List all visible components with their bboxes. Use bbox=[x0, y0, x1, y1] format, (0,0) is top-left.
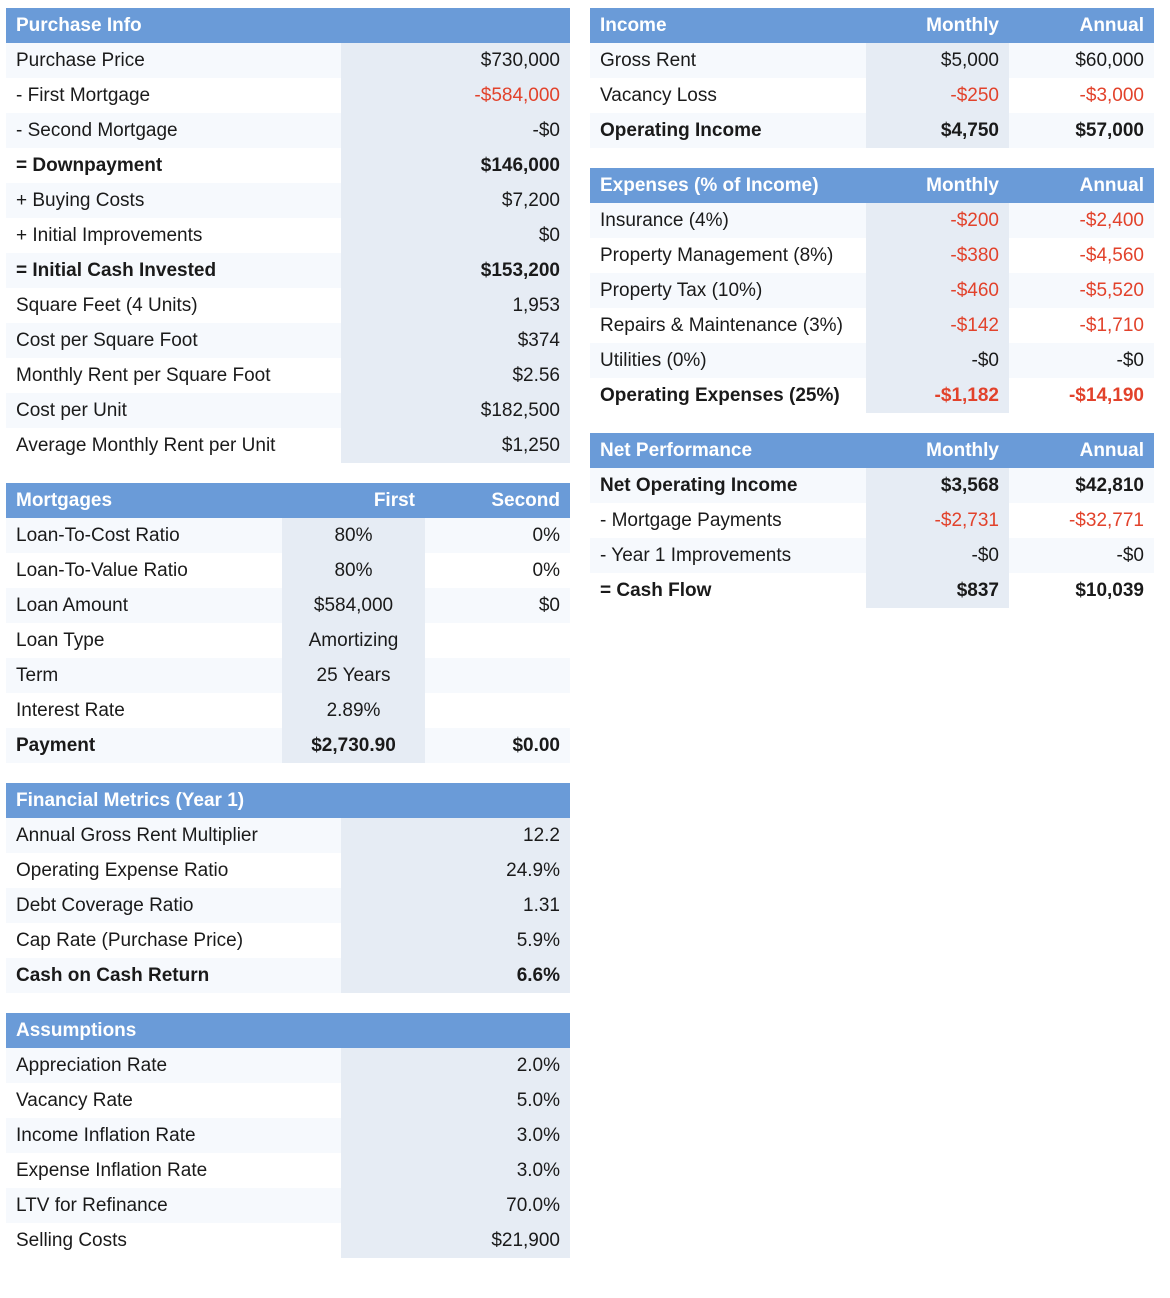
row-label: Debt Coverage Ratio bbox=[6, 888, 341, 923]
table-row bbox=[6, 183, 570, 218]
monthly-value: $837 bbox=[866, 573, 1009, 608]
row-label: LTV for Refinance bbox=[6, 1188, 341, 1223]
monthly-value: $3,568 bbox=[866, 468, 1009, 503]
table-row bbox=[6, 1083, 570, 1118]
monthly-value: -$460 bbox=[866, 273, 1009, 308]
row-label: - Year 1 Improvements bbox=[590, 538, 866, 573]
financial-metrics-table bbox=[6, 783, 570, 993]
row-value: 1,953 bbox=[341, 288, 570, 323]
annual-value: -$32,771 bbox=[1009, 503, 1154, 538]
table-row bbox=[6, 393, 570, 428]
row-value: $2.56 bbox=[341, 358, 570, 393]
second-value bbox=[425, 658, 570, 693]
row-value: $153,200 bbox=[341, 253, 570, 288]
row-value: 24.9% bbox=[341, 853, 570, 888]
second-value: 0% bbox=[425, 553, 570, 588]
table-row bbox=[6, 428, 570, 463]
monthly-value: -$2,731 bbox=[866, 503, 1009, 538]
table-row bbox=[590, 468, 1154, 503]
column-header-annual: Annual bbox=[1079, 439, 1144, 461]
column-header-annual: Annual bbox=[1079, 14, 1144, 36]
income-header bbox=[590, 8, 1154, 43]
row-value: -$584,000 bbox=[341, 78, 570, 113]
row-value: 2.0% bbox=[341, 1048, 570, 1083]
row-value: 12.2 bbox=[341, 818, 570, 853]
row-value: 5.0% bbox=[341, 1083, 570, 1118]
table-row bbox=[6, 1153, 570, 1188]
table-row bbox=[6, 818, 570, 853]
table-row bbox=[6, 253, 570, 288]
table-row bbox=[6, 113, 570, 148]
mortgages-table bbox=[6, 483, 570, 763]
table-row bbox=[6, 553, 570, 588]
table-row bbox=[590, 538, 1154, 573]
monthly-value: -$0 bbox=[866, 343, 1009, 378]
row-label: Cost per Unit bbox=[6, 393, 341, 428]
row-label: - First Mortgage bbox=[6, 78, 341, 113]
mortgages-header bbox=[6, 483, 570, 518]
first-value: 25 Years bbox=[282, 658, 425, 693]
table-row bbox=[6, 1188, 570, 1223]
annual-value: $57,000 bbox=[1009, 113, 1154, 148]
annual-value: -$0 bbox=[1009, 343, 1154, 378]
row-label: Monthly Rent per Square Foot bbox=[6, 358, 341, 393]
row-label: Loan Type bbox=[6, 623, 282, 658]
table-row bbox=[6, 958, 570, 993]
table-row bbox=[6, 623, 570, 658]
row-label: Loan Amount bbox=[6, 588, 282, 623]
table-row bbox=[6, 358, 570, 393]
net-performance-title: Net Performance bbox=[600, 439, 753, 461]
row-label: Expense Inflation Rate bbox=[6, 1153, 341, 1188]
column-header-annual: Annual bbox=[1079, 174, 1144, 196]
row-label: Gross Rent bbox=[590, 43, 866, 78]
mortgages-title: Mortgages bbox=[16, 489, 113, 511]
table-row bbox=[590, 308, 1154, 343]
assumptions-header bbox=[6, 1013, 570, 1048]
row-label: = Cash Flow bbox=[590, 573, 866, 608]
column-header-first: First bbox=[373, 489, 415, 511]
second-value: 0% bbox=[425, 518, 570, 553]
second-value: $0 bbox=[425, 588, 570, 623]
table-row bbox=[590, 238, 1154, 273]
row-value: $374 bbox=[341, 323, 570, 358]
table-row bbox=[6, 1223, 570, 1258]
annual-value: -$4,560 bbox=[1009, 238, 1154, 273]
table-row bbox=[6, 1118, 570, 1153]
table-row bbox=[6, 288, 570, 323]
purchase-info-table bbox=[6, 8, 570, 463]
row-label: Payment bbox=[6, 728, 282, 763]
purchase-info-header bbox=[6, 8, 570, 43]
financial-metrics-header bbox=[6, 783, 570, 818]
table-row bbox=[6, 853, 570, 888]
row-value: 70.0% bbox=[341, 1188, 570, 1223]
row-label: Property Tax (10%) bbox=[590, 273, 866, 308]
annual-value: -$3,000 bbox=[1009, 78, 1154, 113]
purchase-info-title: Purchase Info bbox=[16, 14, 142, 36]
monthly-value: -$142 bbox=[866, 308, 1009, 343]
row-label: + Initial Improvements bbox=[6, 218, 341, 253]
income-table bbox=[590, 8, 1154, 148]
table-row bbox=[6, 43, 570, 78]
row-label: Operating Expense Ratio bbox=[6, 853, 341, 888]
monthly-value: -$200 bbox=[866, 203, 1009, 238]
row-label: Net Operating Income bbox=[590, 468, 866, 503]
row-label: Property Management (8%) bbox=[590, 238, 866, 273]
table-row bbox=[6, 658, 570, 693]
row-label: Square Feet (4 Units) bbox=[6, 288, 341, 323]
annual-value: $60,000 bbox=[1009, 43, 1154, 78]
monthly-value: $5,000 bbox=[866, 43, 1009, 78]
table-row bbox=[590, 113, 1154, 148]
table-row bbox=[6, 148, 570, 183]
second-value: $0.00 bbox=[425, 728, 570, 763]
row-label: - Mortgage Payments bbox=[590, 503, 866, 538]
table-row bbox=[6, 518, 570, 553]
table-row bbox=[590, 503, 1154, 538]
second-value bbox=[425, 693, 570, 728]
row-label: Interest Rate bbox=[6, 693, 282, 728]
first-value: $2,730.90 bbox=[282, 728, 425, 763]
row-label: + Buying Costs bbox=[6, 183, 341, 218]
monthly-value: -$0 bbox=[866, 538, 1009, 573]
table-row bbox=[6, 323, 570, 358]
table-row bbox=[590, 378, 1154, 413]
annual-value: -$1,710 bbox=[1009, 308, 1154, 343]
table-row bbox=[590, 78, 1154, 113]
financial-metrics-title: Financial Metrics (Year 1) bbox=[16, 789, 245, 811]
row-label: Appreciation Rate bbox=[6, 1048, 341, 1083]
row-label: - Second Mortgage bbox=[6, 113, 341, 148]
row-value: $182,500 bbox=[341, 393, 570, 428]
row-value: 3.0% bbox=[341, 1118, 570, 1153]
row-label: Term bbox=[6, 658, 282, 693]
row-label: Loan-To-Value Ratio bbox=[6, 553, 282, 588]
row-label: Cash on Cash Return bbox=[6, 958, 341, 993]
row-label: Average Monthly Rent per Unit bbox=[6, 428, 341, 463]
first-value: 80% bbox=[282, 553, 425, 588]
annual-value: $10,039 bbox=[1009, 573, 1154, 608]
table-row bbox=[6, 888, 570, 923]
row-value: -$0 bbox=[341, 113, 570, 148]
first-value: Amortizing bbox=[282, 623, 425, 658]
net-performance-header bbox=[590, 433, 1154, 468]
annual-value: $42,810 bbox=[1009, 468, 1154, 503]
table-row bbox=[590, 273, 1154, 308]
row-label: Loan-To-Cost Ratio bbox=[6, 518, 282, 553]
table-row bbox=[6, 218, 570, 253]
income-title: Income bbox=[600, 14, 667, 36]
row-label: Annual Gross Rent Multiplier bbox=[6, 818, 341, 853]
row-label: Vacancy Rate bbox=[6, 1083, 341, 1118]
annual-value: -$0 bbox=[1009, 538, 1154, 573]
column-header-monthly: Monthly bbox=[926, 174, 999, 196]
first-value: $584,000 bbox=[282, 588, 425, 623]
row-value: 1.31 bbox=[341, 888, 570, 923]
first-value: 2.89% bbox=[282, 693, 425, 728]
row-value: $146,000 bbox=[341, 148, 570, 183]
row-label: Cap Rate (Purchase Price) bbox=[6, 923, 341, 958]
monthly-value: -$1,182 bbox=[866, 378, 1009, 413]
row-value: $21,900 bbox=[341, 1223, 570, 1258]
column-header-monthly: Monthly bbox=[926, 14, 999, 36]
table-row bbox=[590, 573, 1154, 608]
monthly-value: -$250 bbox=[866, 78, 1009, 113]
row-label: Vacancy Loss bbox=[590, 78, 866, 113]
second-value bbox=[425, 623, 570, 658]
monthly-value: -$380 bbox=[866, 238, 1009, 273]
row-label: Utilities (0%) bbox=[590, 343, 866, 378]
table-row bbox=[590, 43, 1154, 78]
row-value: 5.9% bbox=[341, 923, 570, 958]
table-row bbox=[6, 728, 570, 763]
row-value: $7,200 bbox=[341, 183, 570, 218]
row-value: $0 bbox=[341, 218, 570, 253]
row-label: Operating Expenses (25%) bbox=[590, 378, 866, 413]
table-row bbox=[6, 78, 570, 113]
table-row bbox=[6, 923, 570, 958]
row-label: = Initial Cash Invested bbox=[6, 253, 341, 288]
row-label: Purchase Price bbox=[6, 43, 341, 78]
row-label: = Downpayment bbox=[6, 148, 341, 183]
annual-value: -$14,190 bbox=[1009, 378, 1154, 413]
annual-value: -$5,520 bbox=[1009, 273, 1154, 308]
row-value: $1,250 bbox=[341, 428, 570, 463]
row-label: Income Inflation Rate bbox=[6, 1118, 341, 1153]
table-row bbox=[6, 693, 570, 728]
first-value: 80% bbox=[282, 518, 425, 553]
assumptions-table bbox=[6, 1013, 570, 1258]
row-label: Cost per Square Foot bbox=[6, 323, 341, 358]
row-value: $730,000 bbox=[341, 43, 570, 78]
expenses-header bbox=[590, 168, 1154, 203]
table-row bbox=[6, 1048, 570, 1083]
annual-value: -$2,400 bbox=[1009, 203, 1154, 238]
assumptions-title: Assumptions bbox=[16, 1019, 137, 1041]
row-label: Repairs & Maintenance (3%) bbox=[590, 308, 866, 343]
row-label: Operating Income bbox=[590, 113, 866, 148]
monthly-value: $4,750 bbox=[866, 113, 1009, 148]
net-performance-table bbox=[590, 433, 1154, 608]
table-row bbox=[590, 343, 1154, 378]
column-header-second: Second bbox=[491, 489, 560, 511]
table-row bbox=[6, 588, 570, 623]
row-label: Insurance (4%) bbox=[590, 203, 866, 238]
table-row bbox=[590, 203, 1154, 238]
column-header-monthly: Monthly bbox=[926, 439, 999, 461]
row-value: 6.6% bbox=[341, 958, 570, 993]
expenses-title: Expenses (% of Income) bbox=[600, 174, 819, 196]
expenses-table bbox=[590, 168, 1154, 413]
row-value: 3.0% bbox=[341, 1153, 570, 1188]
row-label: Selling Costs bbox=[6, 1223, 341, 1258]
